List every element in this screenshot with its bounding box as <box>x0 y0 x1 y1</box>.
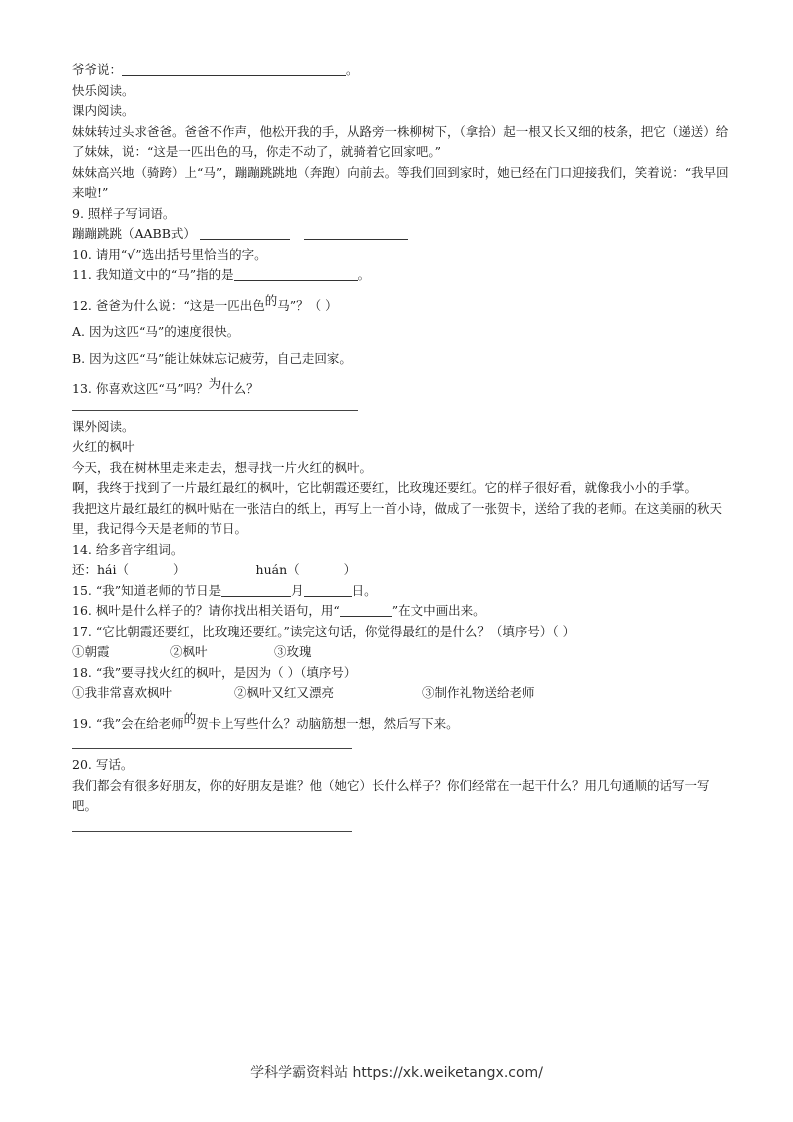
period: 。 <box>346 62 359 77</box>
passage-paragraph-2: 妹妹高兴地（骑跨）上“马”，蹦蹦跳跳地（奔跑）向前去。等我们回到家时，她已经在门口迎接我们，笑着说：“我早回来啦!” <box>72 164 729 200</box>
question-19 <box>72 710 732 735</box>
paren-close: ） <box>343 562 357 577</box>
option-2[interactable]: ②枫叶 <box>170 644 208 659</box>
answer-blank[interactable] <box>221 582 291 597</box>
answer-blank[interactable] <box>304 582 352 597</box>
option-b[interactable]: B. 因为这匹“马”能让妹妹忘记疲劳，自己走回家。 <box>72 350 352 366</box>
question-13-text-end: 什么？ <box>221 381 259 396</box>
question-14-items <box>72 560 732 581</box>
question-15 <box>72 581 732 602</box>
footer-watermark: 学科学霸资料站 https://xk.weiketangx.com/ <box>250 1065 543 1081</box>
question-19-text-end: 贺卡上写些什么？动脑筋想一想，然后写下来。 <box>196 715 459 731</box>
section-extracurricular-reading: 课外阅读。 <box>72 418 135 434</box>
question-15-text: 15. “我”知道老师的节日是 <box>72 582 222 598</box>
question-9: 9. 照样子写词语。 <box>72 205 176 221</box>
question-17: 17. “它比朝霞还要红，比玫瑰还要红。”读完这句话，你觉得最红的是什么？（填序号）（ ） <box>72 623 576 639</box>
question-12-raised-char: 的 <box>264 292 278 308</box>
question-16-text-end: ”在文中画出来。 <box>391 603 486 618</box>
passage-paragraph-1: 妹妹转过头求爸爸。爸爸不作声，他松开我的手，从路旁一株柳树下，（拿拾）起一根又长又细的枝条，把它（递送）给了妹妹，说：“这是一匹出色的马，你走不动了，就骑着它回家吧。” <box>72 123 729 159</box>
passage-paragraph-3: 今天，我在树林里走来走去，想寻找一片火红的枫叶。 <box>72 459 373 475</box>
option-a[interactable]: A. 因为这匹“马”的速度很快。 <box>72 324 240 339</box>
period: 。 <box>357 267 371 282</box>
question-11-text: 11. 我知道文中的“马”指的是 <box>72 267 234 282</box>
section-happy-reading: 快乐阅读。 <box>72 82 135 98</box>
question-17-options <box>72 642 732 663</box>
passage-paragraph-5: 我把这片最红最红的枫叶贴在一张洁白的纸上，再写上一首小诗，做成了一张贺卡，送给了我的老师。在这美丽的秋天里，我记得今天是老师的节日。 <box>72 500 723 536</box>
question-12 <box>72 292 732 317</box>
question-14: 14. 给多音字组词。 <box>72 541 184 557</box>
grandpa-line <box>72 60 732 81</box>
answer-blank[interactable] <box>304 225 408 240</box>
answer-line[interactable] <box>72 748 352 749</box>
passage-title: 火红的枫叶 <box>72 439 135 454</box>
grandpa-label: 爷爷说： <box>72 62 123 77</box>
question-12-text-end: 马”？（ ） <box>277 297 338 313</box>
pinyin-hai: 还：hái（ <box>72 562 130 577</box>
paren-close: ） <box>173 562 186 577</box>
option-3[interactable]: ③制作礼物送给老师 <box>422 685 535 700</box>
pinyin-huan: huán（ <box>255 562 300 577</box>
question-20: 20. 写话。 <box>72 757 134 772</box>
question-12-text: 12. 爸爸为什么说：“这是一匹出色 <box>72 297 265 313</box>
question-10: 10. 请用“√”选出括号里恰当的字。 <box>72 246 267 262</box>
question-20-prompt: 我们都会有很多好朋友，你的好朋友是谁？他（她它）长什么样子？你们经常在一起干什么？用几句通顺的话写一写吧。 <box>72 777 710 813</box>
option-2[interactable]: ②枫叶又红又漂亮 <box>234 685 335 700</box>
question-19-text: 19. “我”会在给老师 <box>72 715 184 731</box>
question-11 <box>72 265 732 286</box>
answer-blank[interactable] <box>234 266 358 281</box>
passage-paragraph-4: 啊，我终于找到了一片最红最红的枫叶，它比朝霞还要红，比玫瑰还要红。它的样子很好看，就像我小小的手掌。 <box>72 480 698 495</box>
question-19-raised-char: 的 <box>183 710 197 726</box>
option-1[interactable]: ①朝霞 <box>72 644 110 659</box>
question-13-text: 13. 你喜欢这匹“马”吗？ <box>72 381 209 396</box>
question-9-example <box>72 224 732 245</box>
question-13-raised-char: 为 <box>208 376 222 391</box>
day-label: 日。 <box>351 582 377 598</box>
month-label: 月 <box>291 582 304 598</box>
question-18: 18. “我”要寻找火红的枫叶，是因为（ ）（填序号） <box>72 664 357 680</box>
question-16-text: 16. 枫叶是什么样子的？请你找出相关语句，用“ <box>72 603 340 618</box>
answer-blank[interactable] <box>122 61 346 76</box>
option-3[interactable]: ③玫瑰 <box>274 644 312 659</box>
underline-sample <box>340 602 392 617</box>
question-13 <box>72 376 732 400</box>
question-16 <box>72 601 732 622</box>
section-in-class-reading: 课内阅读。 <box>72 103 135 118</box>
worksheet-body <box>72 60 732 838</box>
answer-blank[interactable] <box>200 225 290 240</box>
question-9-example-label: 蹦蹦跳跳（AABB式） <box>72 226 196 241</box>
answer-line[interactable] <box>72 831 352 832</box>
answer-line[interactable] <box>72 410 358 411</box>
question-18-options <box>72 683 732 704</box>
option-1[interactable]: ①我非常喜欢枫叶 <box>72 685 173 700</box>
